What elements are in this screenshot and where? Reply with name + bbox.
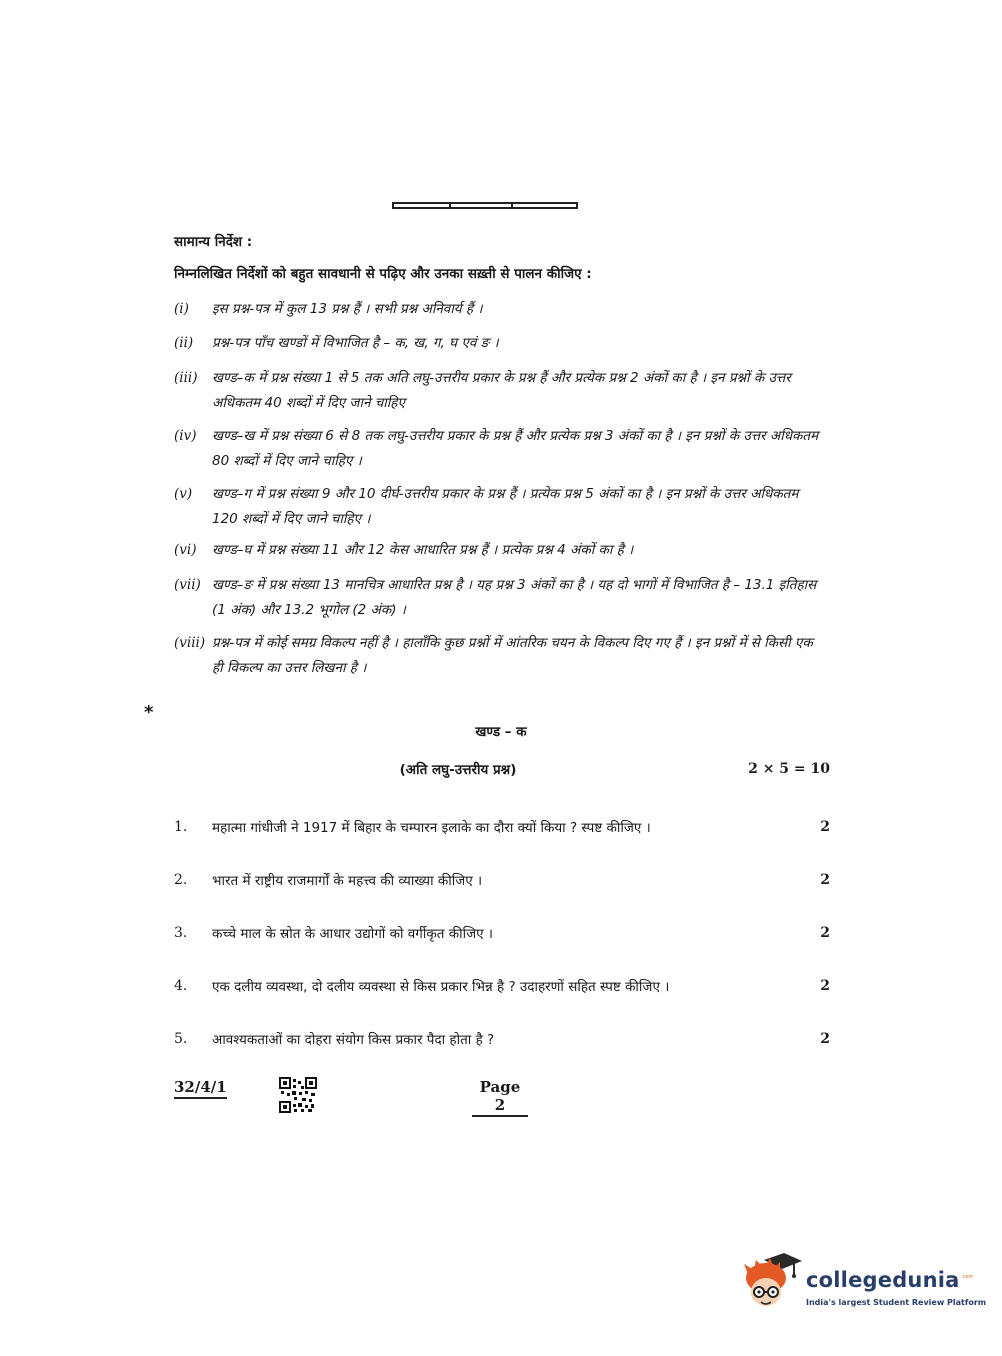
paper-code: 32/4/1 (174, 1078, 227, 1099)
question-text: कच्चे माल के स्रोत के आधार उद्योगों को वर्गीकृत कीजिए । (212, 926, 493, 942)
collegedunia-logo-com: .com (961, 1274, 974, 1280)
section-subtitle: (अति लघु-उत्तरीय प्रश्न) (399, 762, 517, 778)
question-text: आवश्यकताओं का दोहरा संयोग किस प्रकार पैदा होता है ? (212, 1032, 495, 1048)
question-marks: 2 (820, 925, 830, 941)
question-row (174, 977, 830, 1001)
instruction-item (174, 631, 834, 681)
question-row (174, 871, 830, 895)
instruction-text: खण्ड–ग में प्रश्न संख्या 9 और 10 दीर्घ-उत्तरीय प्रकार के प्रश्न हैं । प्रत्येक प्रश्न 5 अंकों का है । इन प्रश्नों के उत्तर अधिकतम 120 शब्दों में दिए जाने चाहिए । (212, 486, 799, 527)
instruction-number: (v) (174, 486, 193, 502)
question-marks: 2 (820, 872, 830, 888)
instruction-number: (vii) (174, 577, 201, 593)
question-row (174, 818, 830, 842)
question-text: भारत में राष्ट्रीय राजमार्गों के महत्त्व की व्याख्या कीजिए । (212, 873, 483, 889)
question-row (174, 924, 830, 948)
instruction-text: इस प्रश्न-पत्र में कुल 13 प्रश्न हैं । सभी प्रश्न अनिवार्य हैं । (212, 301, 483, 317)
instruction-item (174, 331, 834, 356)
collegedunia-logo-text: collegedunia (806, 1268, 960, 1292)
question-row (174, 1030, 830, 1054)
question-marks: 2 (820, 1031, 830, 1047)
collegedunia-mascot-icon (742, 1252, 804, 1310)
question-marks: 2 (820, 978, 830, 994)
instruction-number: (iii) (174, 370, 198, 386)
instruction-number: (viii) (174, 635, 206, 651)
question-number: 2. (174, 872, 188, 888)
instruction-text: खण्ड–क में प्रश्न संख्या 1 से 5 तक अति लघु-उत्तरीय प्रकार के प्रश्न हैं और प्रत्येक प्रश्न 2 अंकों का है । इन प्रश्नों के उत्तर अधिकतम 40 शब्दों में दिए जाने चाहिए (212, 370, 791, 411)
instructions-subtitle: निम्नलिखित निर्देशों को बहुत सावधानी से पढ़िए और उनका सख़्ती से पालन कीजिए : (174, 266, 592, 282)
question-number: 4. (174, 978, 188, 994)
section-title: खण्ड – क (475, 724, 527, 740)
question-text: महात्मा गांधीजी ने 1917 में बिहार के चम्पारन इलाके का दौरा क्यों किया ? स्पष्ट कीजिए । (212, 820, 651, 836)
instruction-item (174, 424, 834, 474)
instruction-number: (vi) (174, 542, 197, 558)
instruction-item (174, 482, 834, 532)
instruction-text: खण्ड–ङ में प्रश्न संख्या 13 मानचित्र आधारित प्रश्न है । यह प्रश्न 3 अंकों का है । यह दो भागों में विभाजित है – 13.1 इतिहास (1 अंक) और 13.2 भूगोल (2 अंक) । (212, 577, 817, 618)
instruction-item (174, 573, 834, 623)
instruction-item (174, 366, 834, 416)
instruction-number: (i) (174, 301, 189, 317)
collegedunia-tagline: India's largest Student Review Platform (806, 1298, 987, 1307)
section-marks: 2 × 5 = 10 (748, 761, 830, 777)
instruction-number: (iv) (174, 428, 197, 444)
instruction-text: प्रश्न-पत्र पाँच खण्डों में विभाजित है – क, ख, ग, घ एवं ङ । (212, 335, 499, 351)
asterisk-marker: * (144, 702, 154, 723)
instruction-text: खण्ड–घ में प्रश्न संख्या 11 और 12 केस आधारित प्रश्न हैं । प्रत्येक प्रश्न 4 अंकों का है । (212, 542, 634, 558)
question-marks: 2 (820, 819, 830, 835)
instruction-number: (ii) (174, 335, 194, 351)
instruction-text: प्रश्न-पत्र में कोई समग्र विकल्प नहीं है । हालाँकि कुछ प्रश्नों में आंतरिक चयन के विकल्प दिए गए हैं । इन प्रश्नों में से किसी एक ही विकल्प का उत्तर लिखना है । (212, 635, 813, 676)
page-number: Page 2 (472, 1078, 528, 1117)
question-text: एक दलीय व्यवस्था, दो दलीय व्यवस्था से किस प्रकार भिन्न है ? उदाहरणों सहित स्पष्ट कीजिए । (212, 979, 670, 995)
instructions-title: सामान्य निर्देश : (174, 234, 253, 250)
question-number: 1. (174, 819, 188, 835)
question-number: 5. (174, 1031, 188, 1047)
question-number: 3. (174, 925, 188, 941)
qr-code-icon (279, 1077, 317, 1113)
top-divider-bar (392, 202, 578, 209)
instruction-text: खण्ड–ख में प्रश्न संख्या 6 से 8 तक लघु-उत्तरीय प्रकार के प्रश्न हैं और प्रत्येक प्रश्न 3 अंकों का है । इन प्रश्नों के उत्तर अधिकतम 80 शब्दों में दिए जाने चाहिए । (212, 428, 819, 469)
instruction-item (174, 538, 834, 563)
instruction-item (174, 297, 834, 322)
